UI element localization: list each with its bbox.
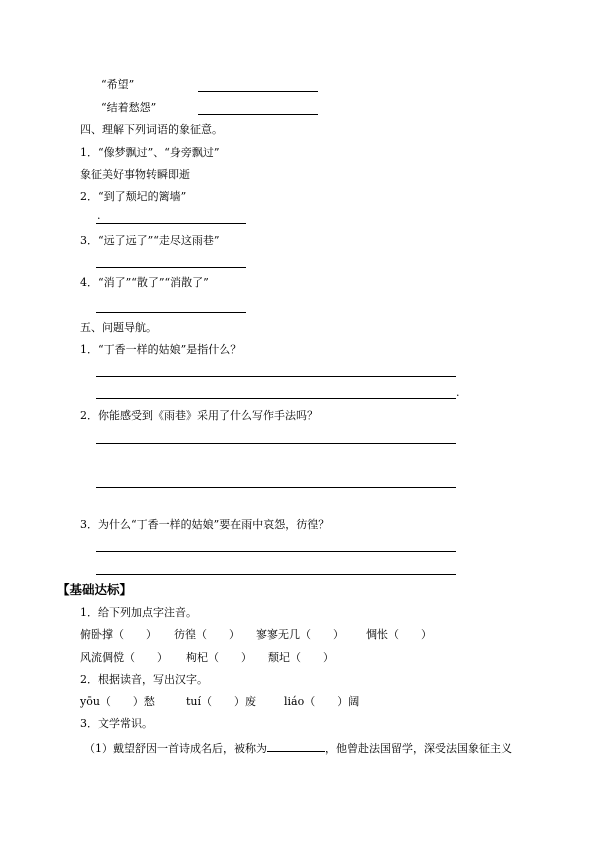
answer-line[interactable]	[198, 91, 318, 92]
section-title: 五、问题导航。	[80, 321, 157, 334]
question-text: 3．“远了远了”“走尽这雨巷”	[80, 234, 220, 247]
answer-line[interactable]	[96, 223, 246, 224]
fill-blank[interactable]	[267, 740, 325, 752]
question-text: 1．给下列加点字注音。	[80, 606, 197, 619]
pinyin-item[interactable]: 颓圮（ ）	[268, 651, 334, 664]
phrase-label: “希望”	[101, 78, 135, 91]
hanzi-item[interactable]: liáo（ ）阔	[284, 695, 360, 708]
answer-line[interactable]	[96, 312, 246, 313]
pinyin-item[interactable]: 彷徨（ ）	[174, 628, 240, 641]
dot-mark: .	[97, 209, 101, 222]
pinyin-item[interactable]: 寥寥无几（ ）	[256, 628, 344, 641]
hanzi-item[interactable]: yōu（ ）愁	[80, 695, 155, 708]
answer-line[interactable]	[96, 398, 456, 399]
pinyin-item[interactable]: 俯卧撑（ ）	[80, 628, 157, 641]
answer-text: 象征美好事物转瞬即逝	[80, 168, 190, 181]
answer-line[interactable]	[96, 376, 456, 377]
phrase-label: “结着愁怨”	[101, 101, 157, 114]
answer-line[interactable]	[96, 267, 246, 268]
question-text: 2．根据读音，写出汉字。	[80, 673, 208, 686]
question-text: 3．文学常识。	[80, 717, 153, 730]
hanzi-item[interactable]: tuí（ ）废	[186, 695, 257, 708]
question-text: 2．你能感受到《雨巷》采用了什么写作手法吗？	[80, 409, 318, 422]
answer-line[interactable]	[96, 443, 456, 444]
question-text: 2．“到了颓圮的篱墙”	[80, 190, 187, 203]
answer-line[interactable]	[96, 574, 456, 575]
question-text: 1．“丁香一样的姑娘”是指什么？	[80, 343, 242, 356]
answer-line[interactable]	[96, 551, 456, 552]
question-text: 3．为什么“丁香一样的姑娘”要在雨中哀怨，彷徨？	[80, 518, 330, 531]
sentence-start: （1）戴望舒因一首诗成名后，被称为	[84, 742, 267, 755]
sentence-end: ，他曾赴法国留学，深受法国象征主义	[325, 742, 512, 755]
pinyin-item[interactable]: 风流倜傥（ ）	[80, 651, 168, 664]
question-text: 4．“消了”“散了”“消散了”	[80, 276, 209, 289]
answer-line[interactable]	[198, 114, 318, 115]
answer-line[interactable]	[96, 487, 456, 488]
dot-mark: .	[456, 386, 460, 399]
pinyin-item[interactable]: 枸杞（ ）	[186, 651, 252, 664]
section-heading: 【基础达标】	[57, 582, 133, 597]
pinyin-item[interactable]: 惆怅（ ）	[366, 628, 432, 641]
section-title: 四、理解下列词语的象征意。	[80, 123, 223, 136]
question-text: 1．“像梦飘过”、“身旁飘过”	[80, 146, 220, 159]
fill-in-sentence	[84, 740, 512, 756]
